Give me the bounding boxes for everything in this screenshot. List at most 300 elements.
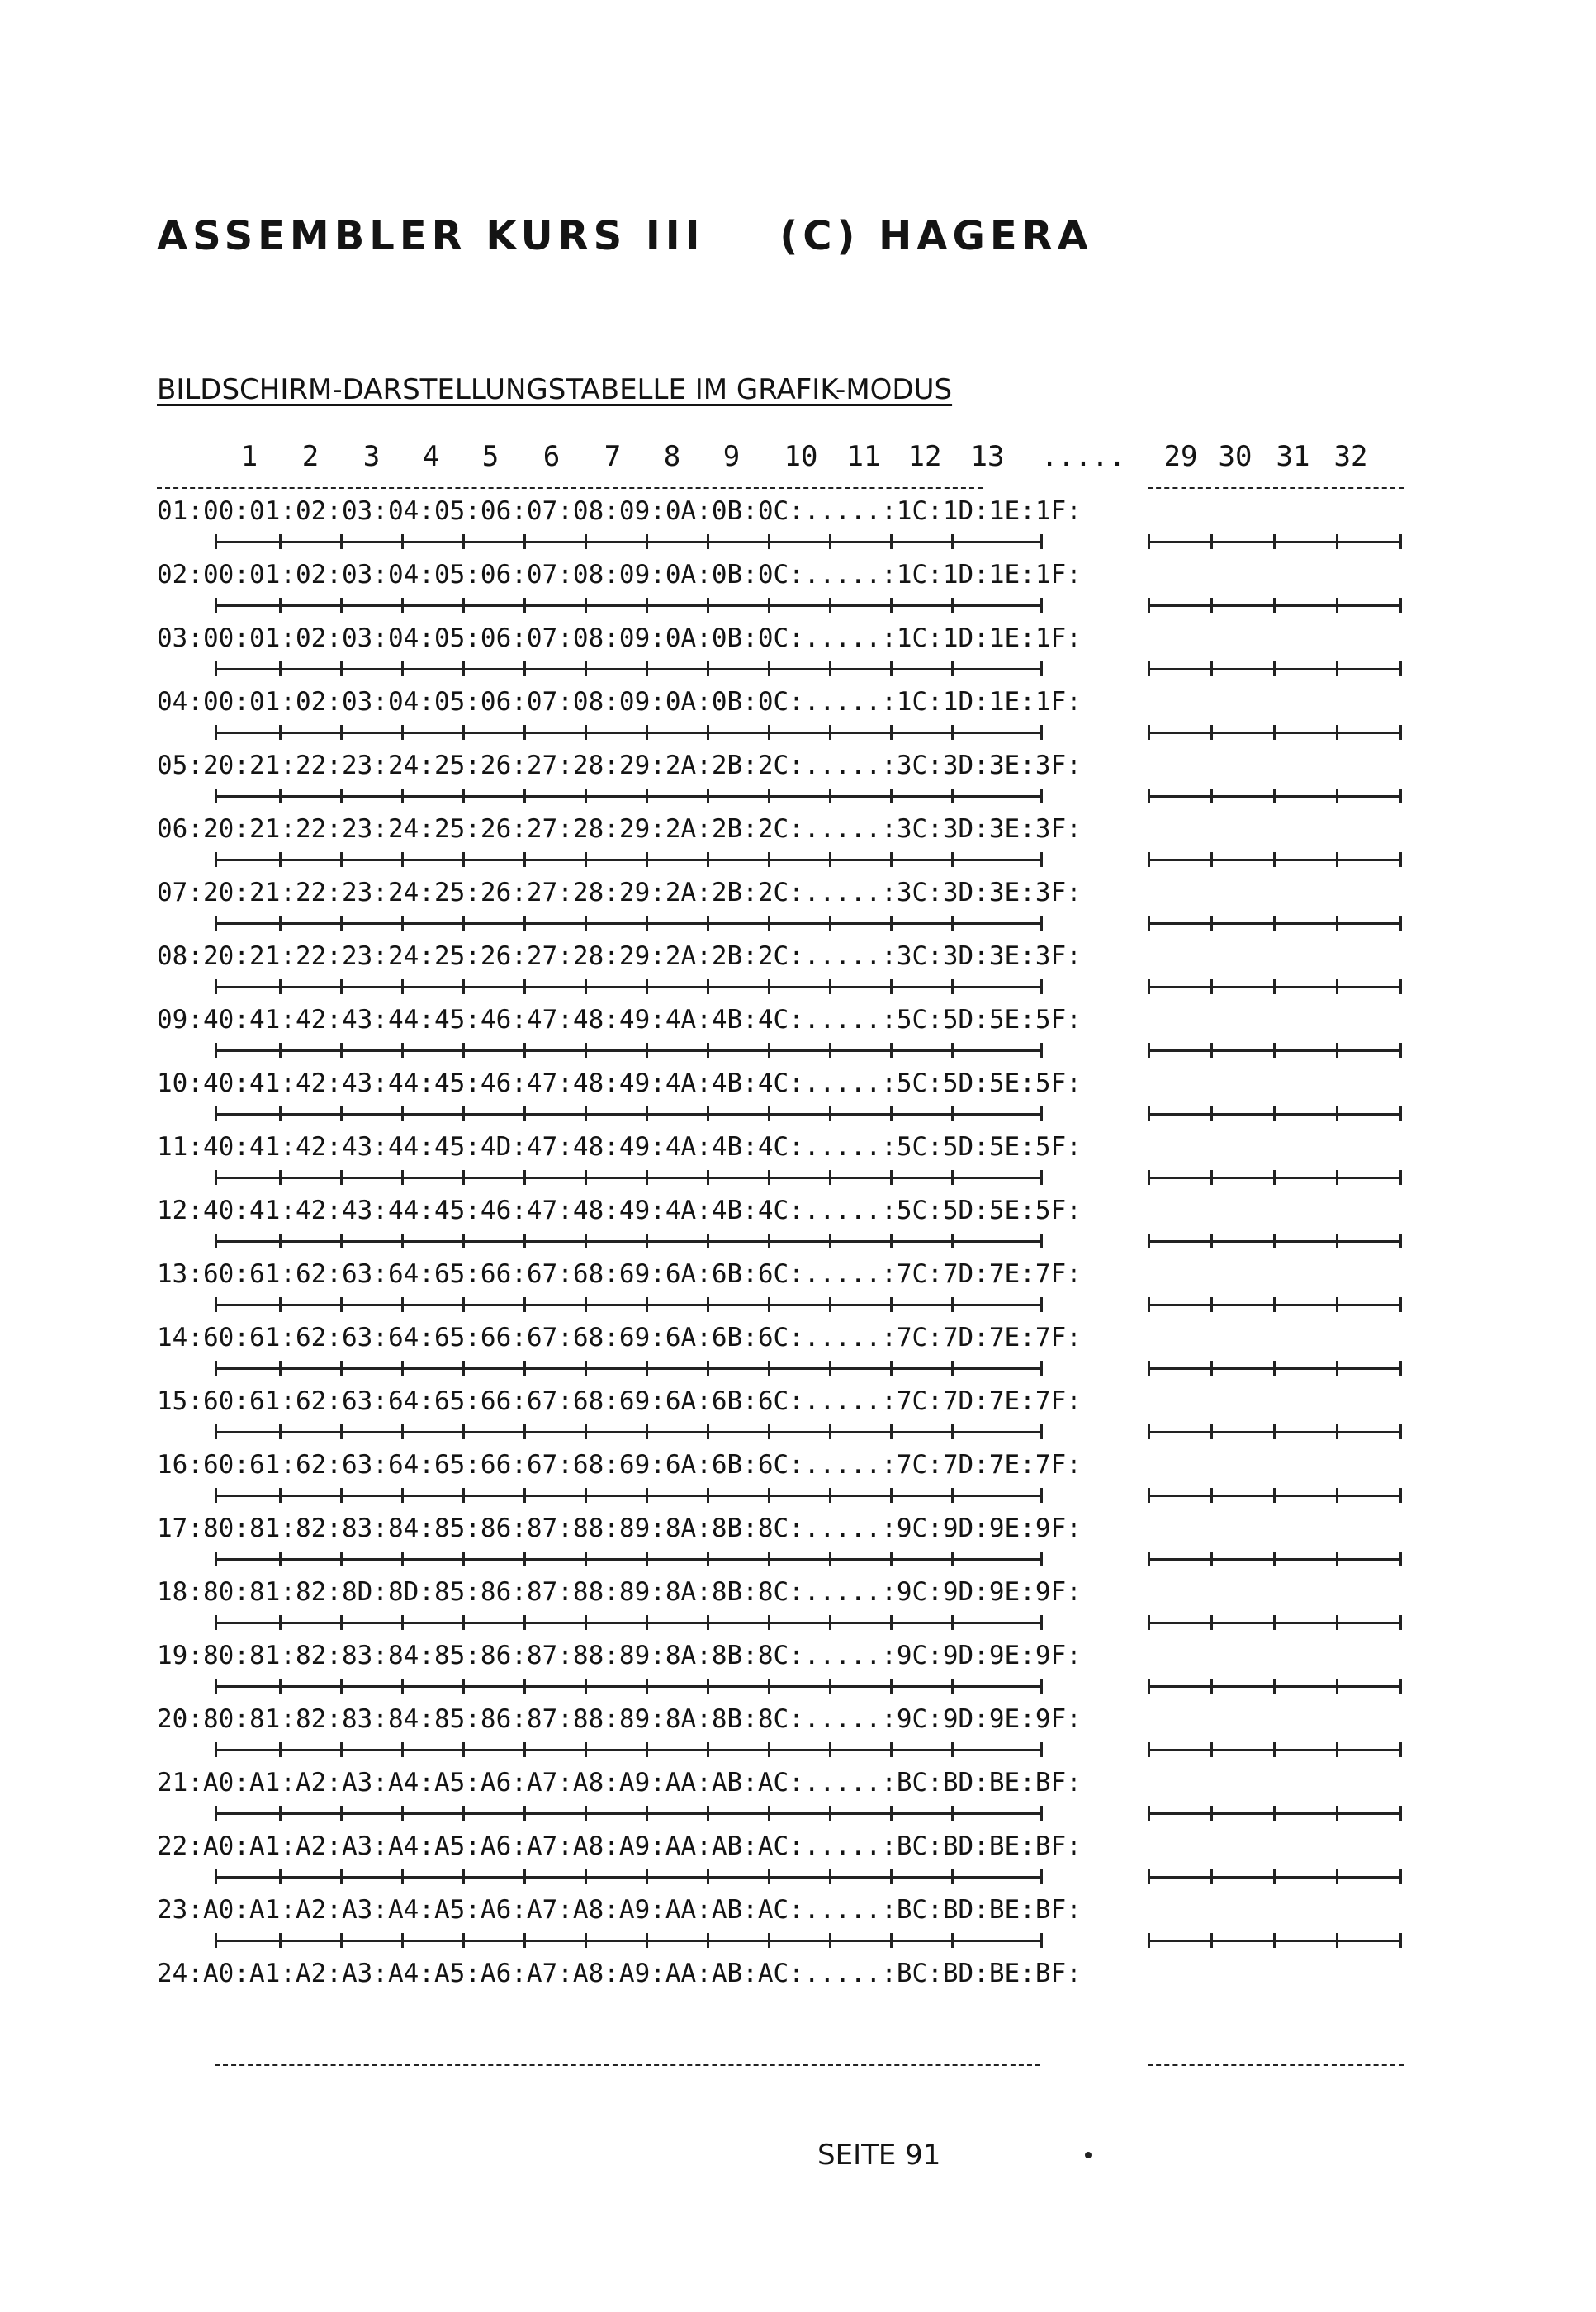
separator-tick xyxy=(401,1679,404,1694)
separator-tick xyxy=(585,1106,587,1121)
separator-tick xyxy=(768,1234,770,1248)
separator-tick xyxy=(1399,725,1402,740)
separator-tick xyxy=(585,1869,587,1884)
separator-tick xyxy=(401,1170,404,1185)
separator-tick xyxy=(215,1170,217,1185)
separator-tick xyxy=(1399,852,1402,867)
separator-tick xyxy=(1336,1615,1338,1630)
separator-tick xyxy=(340,725,343,740)
separator-tick xyxy=(768,1170,770,1185)
separator-tick xyxy=(1040,1043,1043,1058)
separator-tick xyxy=(401,852,404,867)
row-separator xyxy=(157,1036,1445,1068)
separator-tick xyxy=(340,1488,343,1503)
separator-tick xyxy=(707,1806,709,1821)
separator-tick xyxy=(1273,852,1276,867)
separator-tick xyxy=(951,1043,954,1058)
separator-tick xyxy=(279,1615,282,1630)
separator-tick xyxy=(1210,1424,1213,1439)
separator-tick xyxy=(1040,916,1043,931)
separator-tick xyxy=(523,1297,526,1312)
separator-tick xyxy=(951,1106,954,1121)
separator-tick xyxy=(1336,1869,1338,1884)
separator-tick xyxy=(829,1488,831,1503)
row-separator xyxy=(157,1227,1445,1258)
separator-tick xyxy=(1273,534,1276,549)
separator-tick xyxy=(829,979,831,994)
separator-tick xyxy=(1040,1488,1043,1503)
separator-tick xyxy=(523,1424,526,1439)
separator-tick xyxy=(340,1806,343,1821)
separator-tick xyxy=(340,1679,343,1694)
separator-tick xyxy=(768,1361,770,1376)
separator-tick xyxy=(215,1361,217,1376)
separator-tick xyxy=(951,916,954,931)
separator-tick xyxy=(585,979,587,994)
separator-tick xyxy=(646,1552,648,1566)
separator-tick xyxy=(646,598,648,613)
separator-tick xyxy=(1148,534,1150,549)
separator-tick xyxy=(215,1043,217,1058)
table-row: 22:A0:A1:A2:A3:A4:A5:A6:A7:A8:A9:AA:AB:AC:.....:BC:BD:BE:BF: xyxy=(157,1831,1082,1861)
separator-tick xyxy=(1399,1297,1402,1312)
separator-tick xyxy=(646,789,648,803)
separator-tick xyxy=(523,789,526,803)
separator-tick xyxy=(646,979,648,994)
separator-tick xyxy=(1336,1361,1338,1376)
separator-tick xyxy=(707,1552,709,1566)
separator-tick xyxy=(340,1043,343,1058)
table-row: 23:A0:A1:A2:A3:A4:A5:A6:A7:A8:A9:AA:AB:AC:.....:BC:BD:BE:BF: xyxy=(157,1895,1082,1925)
separator-tick xyxy=(1148,1424,1150,1439)
separator-tick xyxy=(401,1361,404,1376)
separator-tick xyxy=(1210,1234,1213,1248)
separator-tick xyxy=(1040,1933,1043,1948)
separator-line-left xyxy=(215,1113,1040,1116)
separator-tick xyxy=(1399,1679,1402,1694)
separator-tick xyxy=(401,1742,404,1757)
separator-tick xyxy=(1040,1742,1043,1757)
separator-tick xyxy=(585,1679,587,1694)
column-label: 29 xyxy=(1163,440,1198,473)
separator-tick xyxy=(279,725,282,740)
separator-tick xyxy=(462,852,465,867)
separator-tick xyxy=(462,1043,465,1058)
separator-tick xyxy=(215,1234,217,1248)
separator-tick xyxy=(215,1552,217,1566)
separator-tick xyxy=(646,852,648,867)
column-label: 6 xyxy=(542,440,561,473)
separator-tick xyxy=(707,1170,709,1185)
separator-tick xyxy=(1399,1552,1402,1566)
separator-tick xyxy=(401,1234,404,1248)
separator-line-left xyxy=(215,1240,1040,1243)
separator-tick xyxy=(1040,1679,1043,1694)
separator-tick xyxy=(585,852,587,867)
table-title: BILDSCHIRM-DARSTELLUNGSTABELLE IM GRAFIK-MODUS xyxy=(157,373,953,406)
separator-tick xyxy=(585,1806,587,1821)
separator-line-left xyxy=(215,1495,1040,1497)
separator-tick xyxy=(646,916,648,931)
separator-tick xyxy=(1040,1869,1043,1884)
separator-tick xyxy=(340,1106,343,1121)
separator-tick xyxy=(829,1234,831,1248)
separator-tick xyxy=(340,1424,343,1439)
separator-tick xyxy=(707,1488,709,1503)
separator-tick xyxy=(523,1043,526,1058)
separator-tick xyxy=(215,1615,217,1630)
row-separator xyxy=(157,1545,1445,1576)
separator-tick xyxy=(707,598,709,613)
document-title: ASSEMBLER KURS III (C) HAGERA xyxy=(157,213,1093,259)
column-label: 11 xyxy=(846,440,881,473)
separator-tick xyxy=(523,1933,526,1948)
separator-tick xyxy=(585,1234,587,1248)
separator-tick xyxy=(585,1488,587,1503)
separator-tick xyxy=(829,725,831,740)
separator-tick xyxy=(1040,1552,1043,1566)
separator-tick xyxy=(1273,1234,1276,1248)
separator-tick xyxy=(1336,789,1338,803)
separator-tick xyxy=(829,1869,831,1884)
separator-tick xyxy=(768,725,770,740)
separator-tick xyxy=(646,1488,648,1503)
separator-tick xyxy=(523,1742,526,1757)
row-separator xyxy=(157,909,1445,940)
separator-tick xyxy=(707,1297,709,1312)
separator-tick xyxy=(279,1679,282,1694)
separator-tick xyxy=(829,916,831,931)
separator-tick xyxy=(890,852,893,867)
separator-tick xyxy=(279,598,282,613)
separator-tick xyxy=(951,1742,954,1757)
separator-tick xyxy=(829,1806,831,1821)
column-label: 4 xyxy=(422,440,440,473)
separator-tick xyxy=(1210,1869,1213,1884)
separator-tick xyxy=(829,1424,831,1439)
column-label: 32 xyxy=(1333,440,1368,473)
separator-tick xyxy=(1399,661,1402,676)
separator-tick xyxy=(1399,1043,1402,1058)
separator-tick xyxy=(462,1615,465,1630)
separator-tick xyxy=(1040,725,1043,740)
separator-line-left xyxy=(215,795,1040,798)
separator-tick xyxy=(523,916,526,931)
separator-tick xyxy=(215,979,217,994)
row-separator xyxy=(157,591,1445,623)
separator-tick xyxy=(768,979,770,994)
table-row: 10:40:41:42:43:44:45:46:47:48:49:4A:4B:4C:.....:5C:5D:5E:5F: xyxy=(157,1068,1082,1098)
separator-tick xyxy=(829,1106,831,1121)
separator-tick xyxy=(646,1615,648,1630)
separator-tick xyxy=(890,1488,893,1503)
separator-tick xyxy=(1210,1043,1213,1058)
row-separator xyxy=(157,1291,1445,1322)
separator-tick xyxy=(1210,1742,1213,1757)
separator-tick xyxy=(1148,1933,1150,1948)
separator-tick xyxy=(1040,598,1043,613)
separator-tick xyxy=(1336,534,1338,549)
separator-tick xyxy=(829,1297,831,1312)
separator-tick xyxy=(1210,789,1213,803)
separator-tick xyxy=(1336,1234,1338,1248)
separator-tick xyxy=(646,1869,648,1884)
separator-tick xyxy=(890,1552,893,1566)
separator-line-left xyxy=(215,859,1040,861)
separator-tick xyxy=(1273,1615,1276,1630)
separator-tick xyxy=(462,1552,465,1566)
separator-tick xyxy=(340,789,343,803)
separator-tick xyxy=(951,852,954,867)
separator-tick xyxy=(340,1361,343,1376)
separator-tick xyxy=(401,1615,404,1630)
separator-tick xyxy=(890,1297,893,1312)
separator-tick xyxy=(768,1742,770,1757)
separator-tick xyxy=(1399,1488,1402,1503)
separator-tick xyxy=(951,1806,954,1821)
separator-tick xyxy=(1148,1488,1150,1503)
separator-tick xyxy=(523,1488,526,1503)
separator-tick xyxy=(585,598,587,613)
separator-tick xyxy=(1210,1170,1213,1185)
separator-tick xyxy=(890,979,893,994)
separator-tick xyxy=(646,1742,648,1757)
screen-table xyxy=(157,495,1445,1990)
table-row: 08:20:21:22:23:24:25:26:27:28:29:2A:2B:2C:.....:3C:3D:3E:3F: xyxy=(157,941,1082,971)
separator-tick xyxy=(585,1615,587,1630)
table-row: 07:20:21:22:23:24:25:26:27:28:29:2A:2B:2C:.....:3C:3D:3E:3F: xyxy=(157,878,1082,907)
separator-tick xyxy=(401,534,404,549)
separator-tick xyxy=(951,1170,954,1185)
separator-tick xyxy=(215,1424,217,1439)
separator-tick xyxy=(1040,1361,1043,1376)
separator-line-left xyxy=(215,1177,1040,1179)
separator-tick xyxy=(215,1742,217,1757)
separator-tick xyxy=(1336,1043,1338,1058)
separator-tick xyxy=(768,1424,770,1439)
table-row: 01:00:01:02:03:04:05:06:07:08:09:0A:0B:0C:.....:1C:1D:1E:1F: xyxy=(157,496,1082,526)
separator-tick xyxy=(1040,789,1043,803)
separator-tick xyxy=(1336,598,1338,613)
separator-tick xyxy=(768,1679,770,1694)
column-label: 12 xyxy=(907,440,942,473)
separator-tick xyxy=(1273,1869,1276,1884)
separator-tick xyxy=(279,1297,282,1312)
row-separator xyxy=(157,1799,1445,1831)
separator-line-left xyxy=(215,732,1040,734)
separator-tick xyxy=(1273,1552,1276,1566)
separator-tick xyxy=(523,1361,526,1376)
separator-tick xyxy=(215,916,217,931)
separator-tick xyxy=(646,725,648,740)
separator-tick xyxy=(890,1043,893,1058)
separator-tick xyxy=(340,852,343,867)
row-separator xyxy=(157,528,1445,559)
separator-tick xyxy=(1399,1106,1402,1121)
separator-tick xyxy=(1399,534,1402,549)
separator-tick xyxy=(829,1170,831,1185)
separator-tick xyxy=(340,534,343,549)
separator-tick xyxy=(585,916,587,931)
table-row: 12:40:41:42:43:44:45:46:47:48:49:4A:4B:4C:.....:5C:5D:5E:5F: xyxy=(157,1196,1082,1225)
separator-tick xyxy=(951,1933,954,1948)
separator-tick xyxy=(462,789,465,803)
separator-tick xyxy=(1148,1361,1150,1376)
separator-tick xyxy=(279,1106,282,1121)
separator-tick xyxy=(768,1615,770,1630)
separator-tick xyxy=(585,1170,587,1185)
separator-tick xyxy=(1399,1742,1402,1757)
header-rule-right xyxy=(1148,487,1404,489)
separator-tick xyxy=(890,661,893,676)
separator-tick xyxy=(401,979,404,994)
column-label: ..... xyxy=(1040,440,1126,473)
table-row: 02:00:01:02:03:04:05:06:07:08:09:0A:0B:0C:.....:1C:1D:1E:1F: xyxy=(157,560,1082,590)
row-separator xyxy=(157,1100,1445,1131)
separator-tick xyxy=(1148,725,1150,740)
separator-tick xyxy=(340,1297,343,1312)
separator-tick xyxy=(951,1679,954,1694)
table-row: 20:80:81:82:83:84:85:86:87:88:89:8A:8B:8C:.....:9C:9D:9E:9F: xyxy=(157,1704,1082,1734)
separator-tick xyxy=(890,534,893,549)
separator-tick xyxy=(951,661,954,676)
row-separator xyxy=(157,846,1445,877)
separator-tick xyxy=(1148,1297,1150,1312)
separator-tick xyxy=(1040,1615,1043,1630)
separator-tick xyxy=(768,1869,770,1884)
separator-tick xyxy=(1336,1933,1338,1948)
separator-tick xyxy=(401,1806,404,1821)
separator-tick xyxy=(707,1361,709,1376)
separator-tick xyxy=(1336,1488,1338,1503)
separator-tick xyxy=(279,979,282,994)
column-label: 1 xyxy=(240,440,258,473)
separator-tick xyxy=(646,1806,648,1821)
separator-line-left xyxy=(215,1304,1040,1306)
separator-tick xyxy=(707,1742,709,1757)
separator-tick xyxy=(768,1806,770,1821)
separator-tick xyxy=(215,1869,217,1884)
separator-tick xyxy=(1148,1106,1150,1121)
separator-tick xyxy=(768,1043,770,1058)
separator-tick xyxy=(646,1424,648,1439)
separator-tick xyxy=(1336,1679,1338,1694)
separator-line-left xyxy=(215,922,1040,925)
separator-tick xyxy=(890,1742,893,1757)
separator-tick xyxy=(215,598,217,613)
separator-tick xyxy=(462,1488,465,1503)
separator-tick xyxy=(523,1106,526,1121)
separator-tick xyxy=(279,1424,282,1439)
separator-tick xyxy=(951,1552,954,1566)
separator-tick xyxy=(890,1170,893,1185)
separator-tick xyxy=(646,534,648,549)
separator-tick xyxy=(462,1234,465,1248)
separator-line-left xyxy=(215,668,1040,670)
separator-tick xyxy=(340,598,343,613)
table-row: 16:60:61:62:63:64:65:66:67:68:69:6A:6B:6C:.....:7C:7D:7E:7F: xyxy=(157,1450,1082,1480)
table-row: 09:40:41:42:43:44:45:46:47:48:49:4A:4B:4C:.....:5C:5D:5E:5F: xyxy=(157,1005,1082,1035)
separator-tick xyxy=(1273,1297,1276,1312)
separator-tick xyxy=(215,534,217,549)
separator-tick xyxy=(462,1361,465,1376)
separator-tick xyxy=(585,1742,587,1757)
separator-tick xyxy=(279,1869,282,1884)
separator-tick xyxy=(707,916,709,931)
separator-tick xyxy=(1040,1170,1043,1185)
separator-tick xyxy=(1336,1806,1338,1821)
separator-tick xyxy=(1336,852,1338,867)
separator-tick xyxy=(951,979,954,994)
separator-tick xyxy=(523,1170,526,1185)
separator-tick xyxy=(1148,1806,1150,1821)
separator-tick xyxy=(1148,1552,1150,1566)
row-separator xyxy=(157,655,1445,686)
separator-tick xyxy=(279,1806,282,1821)
table-row: 06:20:21:22:23:24:25:26:27:28:29:2A:2B:2C:.....:3C:3D:3E:3F: xyxy=(157,814,1082,844)
separator-line-left xyxy=(215,986,1040,988)
separator-tick xyxy=(462,1424,465,1439)
separator-tick xyxy=(1273,661,1276,676)
separator-tick xyxy=(1273,1679,1276,1694)
separator-tick xyxy=(1210,1552,1213,1566)
separator-line-left xyxy=(215,1367,1040,1370)
table-row: 11:40:41:42:43:44:45:4D:47:48:49:4A:4B:4C:.....:5C:5D:5E:5F: xyxy=(157,1132,1082,1162)
separator-tick xyxy=(707,1615,709,1630)
separator-tick xyxy=(462,1933,465,1948)
separator-line-left xyxy=(215,604,1040,607)
separator-tick xyxy=(707,1933,709,1948)
column-label: 30 xyxy=(1218,440,1253,473)
separator-tick xyxy=(1336,725,1338,740)
separator-tick xyxy=(462,1742,465,1757)
table-row: 04:00:01:02:03:04:05:06:07:08:09:0A:0B:0C:.....:1C:1D:1E:1F: xyxy=(157,687,1082,717)
separator-tick xyxy=(523,1679,526,1694)
separator-tick xyxy=(523,979,526,994)
separator-tick xyxy=(1399,1424,1402,1439)
separator-tick xyxy=(523,1806,526,1821)
separator-tick xyxy=(1399,1615,1402,1630)
row-separator xyxy=(157,1481,1445,1513)
separator-tick xyxy=(890,1615,893,1630)
separator-tick xyxy=(523,1234,526,1248)
separator-tick xyxy=(829,1552,831,1566)
separator-tick xyxy=(585,789,587,803)
separator-tick xyxy=(585,725,587,740)
separator-tick xyxy=(279,1933,282,1948)
separator-tick xyxy=(951,1615,954,1630)
separator-tick xyxy=(401,725,404,740)
separator-tick xyxy=(646,1933,648,1948)
separator-tick xyxy=(340,1552,343,1566)
separator-tick xyxy=(1210,1106,1213,1121)
separator-line-left xyxy=(215,1685,1040,1688)
separator-tick xyxy=(523,598,526,613)
separator-tick xyxy=(707,1424,709,1439)
separator-tick xyxy=(340,979,343,994)
separator-tick xyxy=(279,1043,282,1058)
table-row: 13:60:61:62:63:64:65:66:67:68:69:6A:6B:6C:.....:7C:7D:7E:7F: xyxy=(157,1259,1082,1289)
separator-tick xyxy=(707,979,709,994)
separator-tick xyxy=(1336,1170,1338,1185)
separator-tick xyxy=(462,661,465,676)
separator-tick xyxy=(1336,1297,1338,1312)
separator-tick xyxy=(340,1933,343,1948)
separator-tick xyxy=(1336,1552,1338,1566)
separator-tick xyxy=(215,1679,217,1694)
separator-tick xyxy=(1273,725,1276,740)
separator-tick xyxy=(829,661,831,676)
